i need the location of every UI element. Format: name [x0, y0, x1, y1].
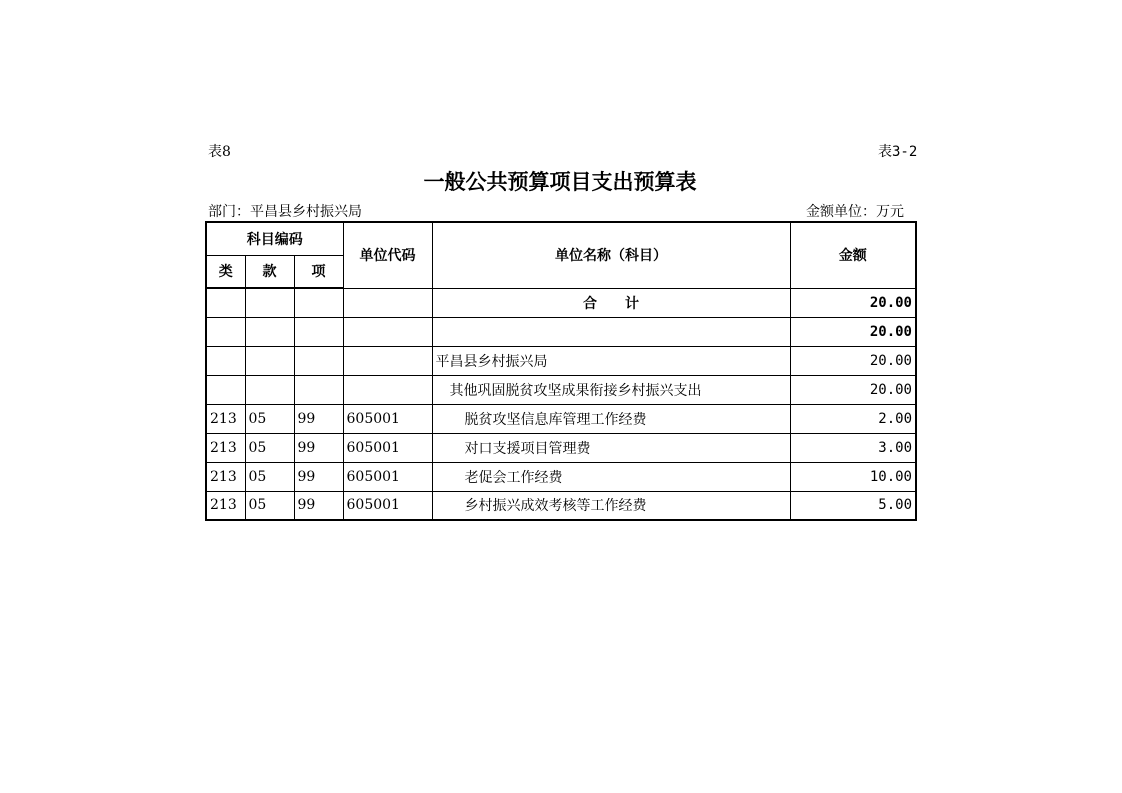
item-cell: 99 [294, 404, 343, 433]
total-amount: 20.00 [790, 288, 916, 317]
table-reference-label: 表3-2 [878, 144, 918, 160]
class-header: 类 [206, 255, 245, 288]
unit-code-cell: 605001 [343, 462, 432, 491]
class-cell: 213 [206, 462, 245, 491]
table-row [206, 433, 916, 462]
table-row [206, 375, 916, 404]
table-row [206, 491, 916, 520]
amount-unit-label: 金额单位：万元 [806, 204, 904, 220]
item-cell [294, 288, 343, 317]
section-cell [245, 317, 294, 346]
unit-name-header: 单位名称（科目） [432, 222, 790, 288]
unit-code-cell: 605001 [343, 404, 432, 433]
table-row [206, 404, 916, 433]
amount-cell: 20.00 [790, 375, 916, 404]
unit-code-cell [343, 375, 432, 404]
header-row [206, 222, 916, 255]
unit-name-cell: 对口支援项目管理费 [432, 433, 790, 462]
item-cell: 99 [294, 462, 343, 491]
table-row [206, 462, 916, 491]
item-cell [294, 346, 343, 375]
section-cell: 05 [245, 462, 294, 491]
unit-code-cell [343, 317, 432, 346]
amount-cell: 3.00 [790, 433, 916, 462]
unit-name-cell: 乡村振兴成效考核等工作经费 [432, 491, 790, 520]
class-cell [206, 317, 245, 346]
department-label: 部门：平昌县乡村振兴局 [208, 204, 362, 220]
table-row [206, 317, 916, 346]
class-cell [206, 288, 245, 317]
item-cell: 99 [294, 491, 343, 520]
item-header: 项 [294, 255, 343, 288]
section-cell: 05 [245, 491, 294, 520]
unit-name-cell: 其他巩固脱贫攻坚成果衔接乡村振兴支出 [432, 375, 790, 404]
section-cell: 05 [245, 404, 294, 433]
table-number-label: 表8 [208, 144, 231, 160]
unit-name-cell: 老促会工作经费 [432, 462, 790, 491]
budget-table [205, 221, 917, 521]
unit-code-cell: 605001 [343, 491, 432, 520]
section-cell [245, 346, 294, 375]
item-cell: 99 [294, 433, 343, 462]
amount-header: 金额 [790, 222, 916, 288]
subject-code-header: 科目编码 [206, 222, 343, 255]
amount-cell: 10.00 [790, 462, 916, 491]
page-title: 一般公共预算项目支出预算表 [423, 170, 697, 194]
section-cell [245, 375, 294, 404]
section-cell: 05 [245, 433, 294, 462]
class-cell: 213 [206, 491, 245, 520]
amount-cell: 20.00 [790, 317, 916, 346]
amount-cell: 5.00 [790, 491, 916, 520]
unit-code-header: 单位代码 [343, 222, 432, 288]
unit-code-cell [343, 288, 432, 317]
unit-name-cell [432, 317, 790, 346]
unit-code-cell [343, 346, 432, 375]
section-header: 款 [245, 255, 294, 288]
total-label: 合 计 [432, 288, 790, 317]
table-row [206, 346, 916, 375]
class-cell: 213 [206, 404, 245, 433]
unit-name-cell: 脱贫攻坚信息库管理工作经费 [432, 404, 790, 433]
table-row-total [206, 288, 916, 317]
item-cell [294, 375, 343, 404]
class-cell: 213 [206, 433, 245, 462]
class-cell [206, 346, 245, 375]
amount-cell: 20.00 [790, 346, 916, 375]
unit-name-cell: 平昌县乡村振兴局 [432, 346, 790, 375]
amount-cell: 2.00 [790, 404, 916, 433]
class-cell [206, 375, 245, 404]
item-cell [294, 317, 343, 346]
unit-code-cell: 605001 [343, 433, 432, 462]
section-cell [245, 288, 294, 317]
